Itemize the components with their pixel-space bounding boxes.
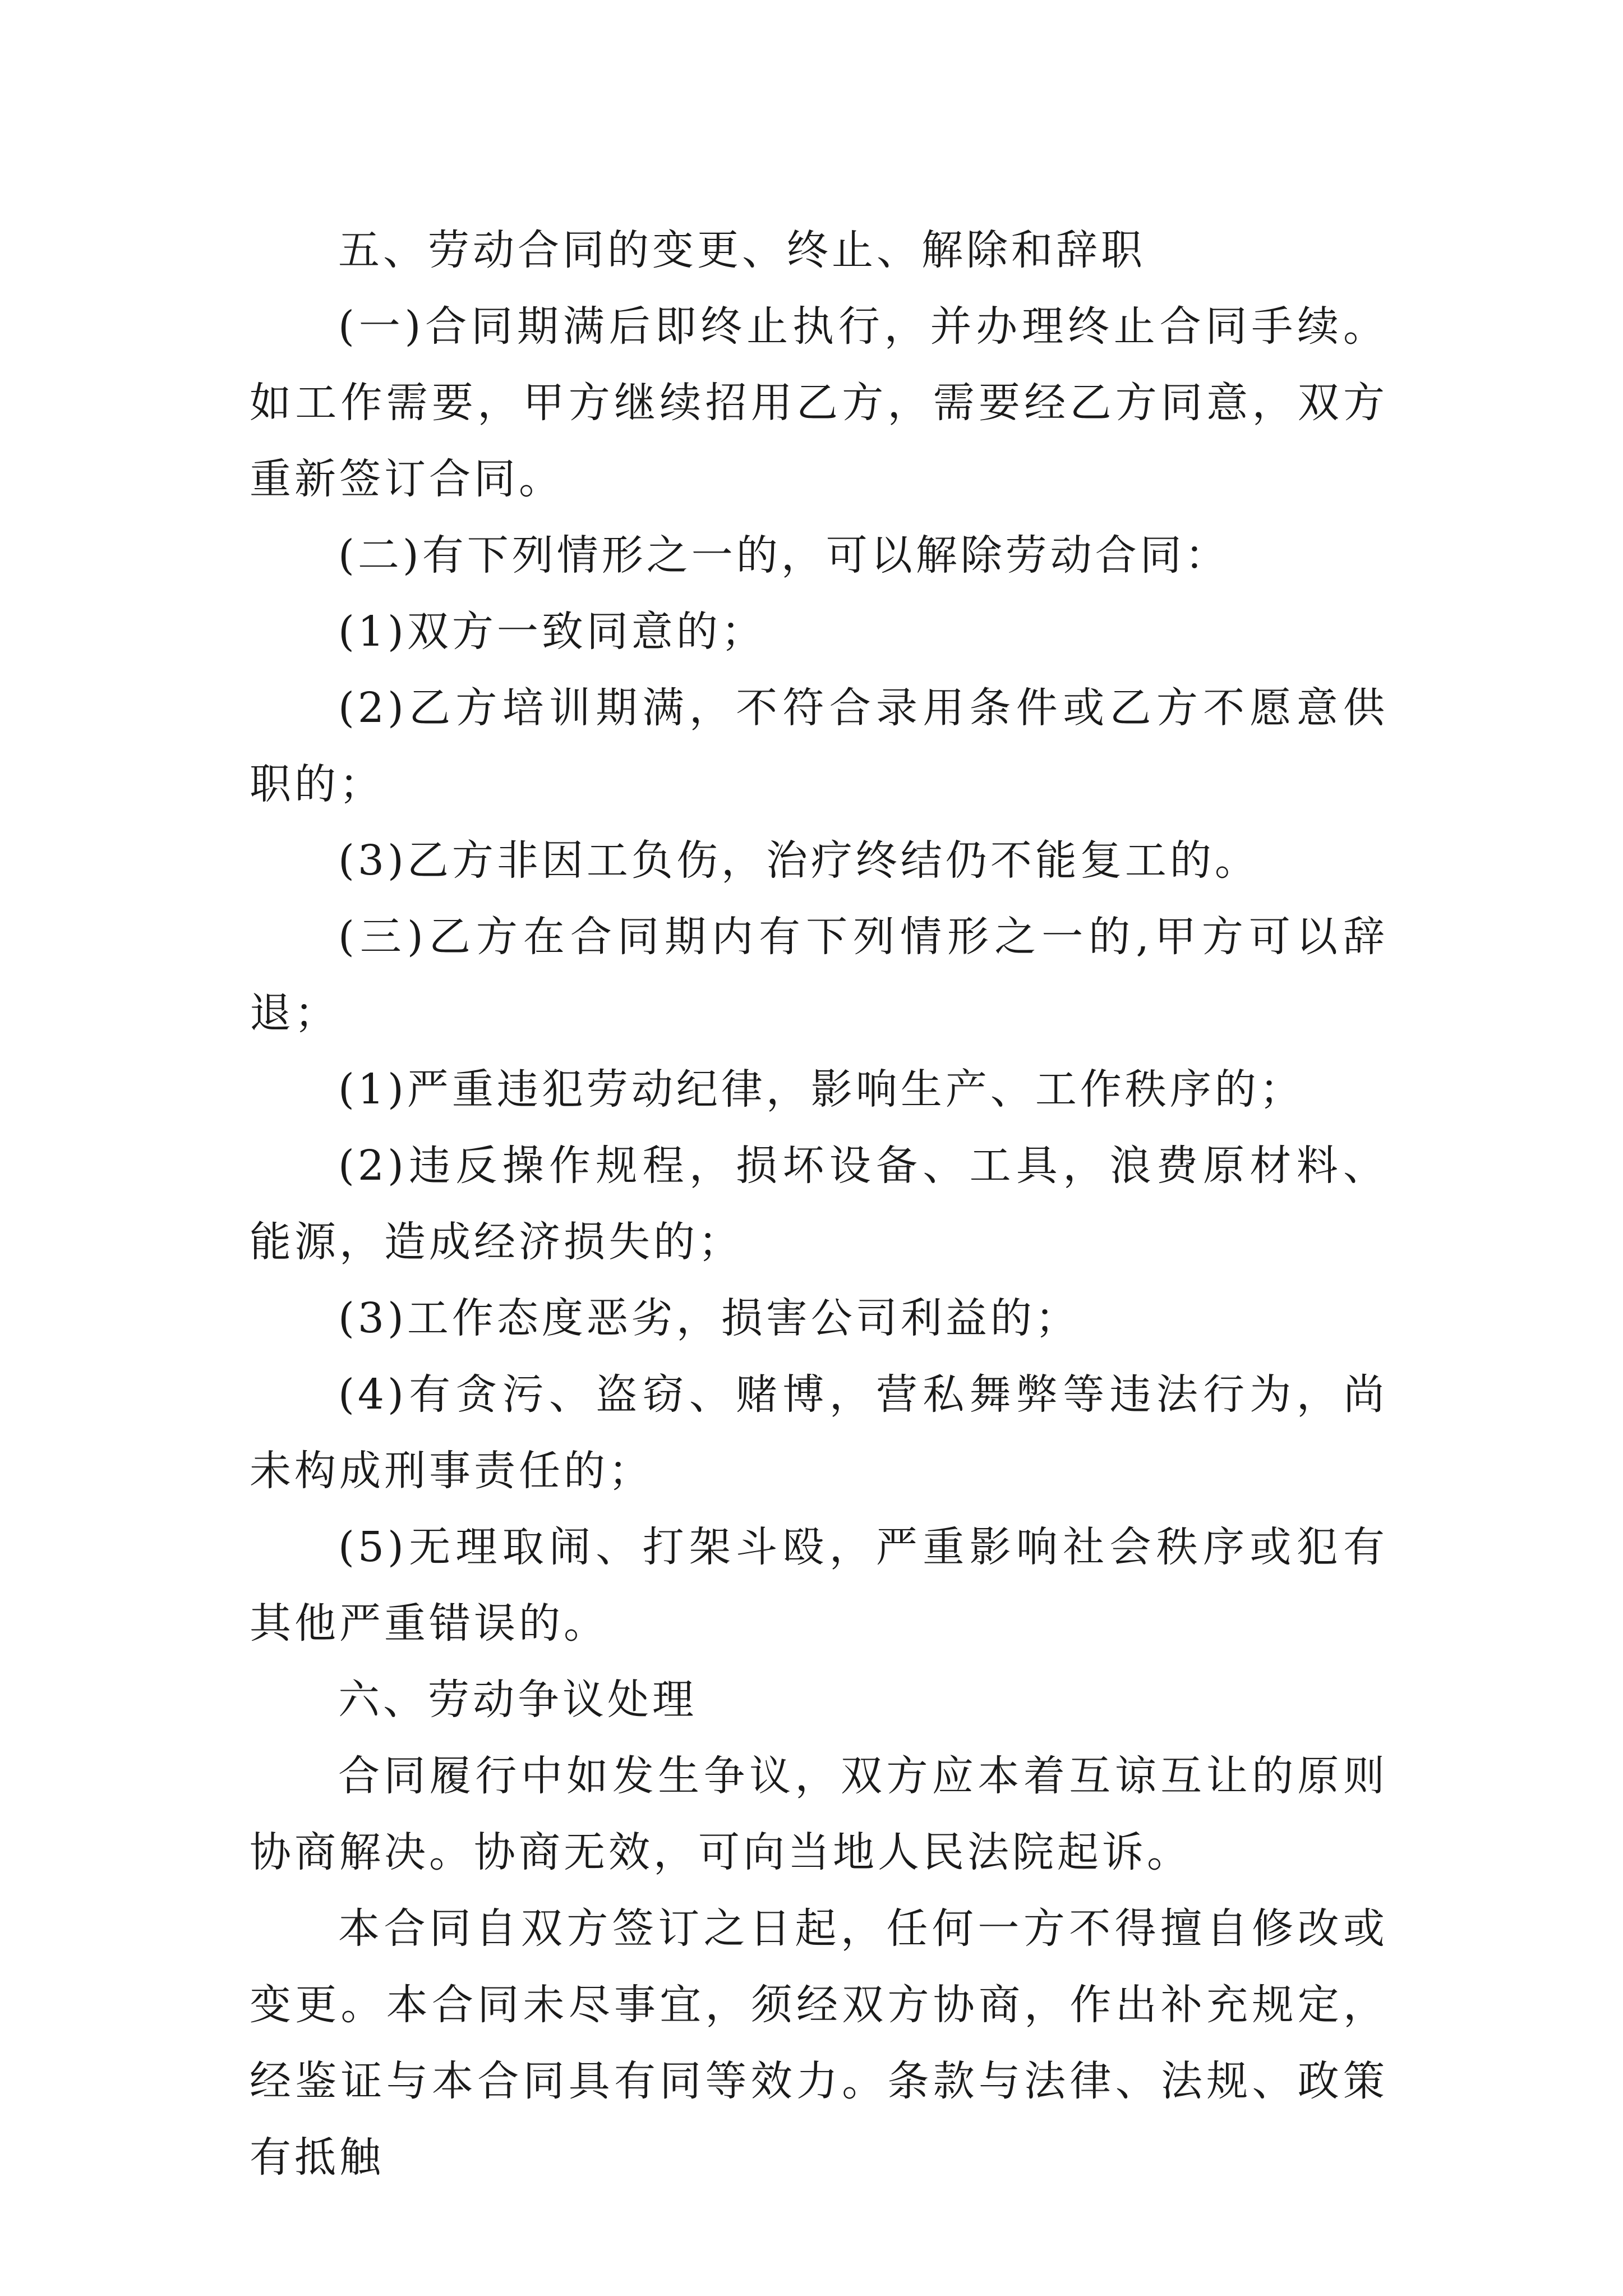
section-heading-5: 五、劳动合同的变更、终止、解除和辞职 [338, 226, 1146, 274]
clause-5-3: (三)乙方在合同期内有下列情形之一的,甲方可以辞退； [250, 913, 1388, 1037]
section-heading-6: 六、劳动争议处理 [338, 1676, 697, 1724]
item-5-2-3: (3)乙方非因工负伤，治疗终结仍不能复工的。 [338, 836, 1260, 885]
item-5-2-1: (1)双方一致同意的； [338, 608, 766, 656]
dispute-paragraph: 合同履行中如发生争议，双方应本着互谅互让的原则协商解决。协商无效，可向当地人民法院起诉。 [250, 1752, 1388, 1876]
effectiveness-paragraph: 本合同自双方签订之日起，任何一方不得擅自修改或变更。本合同未尽事宜，须经双方协商，作出补充规定，经鉴证与本合同具有同等效力。条款与法律、法规、政策有抵触 [250, 1904, 1388, 2182]
item-5-2-2: (2)乙方培训期满，不符合录用条件或乙方不愿意供职的； [250, 684, 1388, 808]
item-5-3-1: (1)严重违犯劳动纪律，影响生产、工作秩序的； [338, 1065, 1304, 1114]
document-body [250, 212, 1388, 2196]
item-5-3-3: (3)工作态度恶劣，损害公司利益的； [338, 1294, 1080, 1342]
clause-5-1: (一)合同期满后即终止执行，并办理终止合同手续。如工作需要，甲方继续招用乙方，需要经乙方同意，双方重新签订合同。 [250, 302, 1388, 503]
item-5-3-4: (4)有贪污、盗窃、赌博，营私舞弊等违法行为，尚未构成刑事责任的； [250, 1370, 1388, 1495]
clause-5-2: (二)有下列情形之一的，可以解除劳动合同： [338, 531, 1230, 579]
item-5-3-5: (5)无理取闹、打架斗殴，严重影响社会秩序或犯有其他严重错误的。 [250, 1523, 1388, 1648]
item-5-3-2: (2)违反操作规程，损坏设备、工具，浪费原材料、能源，造成经济损失的； [250, 1142, 1388, 1266]
